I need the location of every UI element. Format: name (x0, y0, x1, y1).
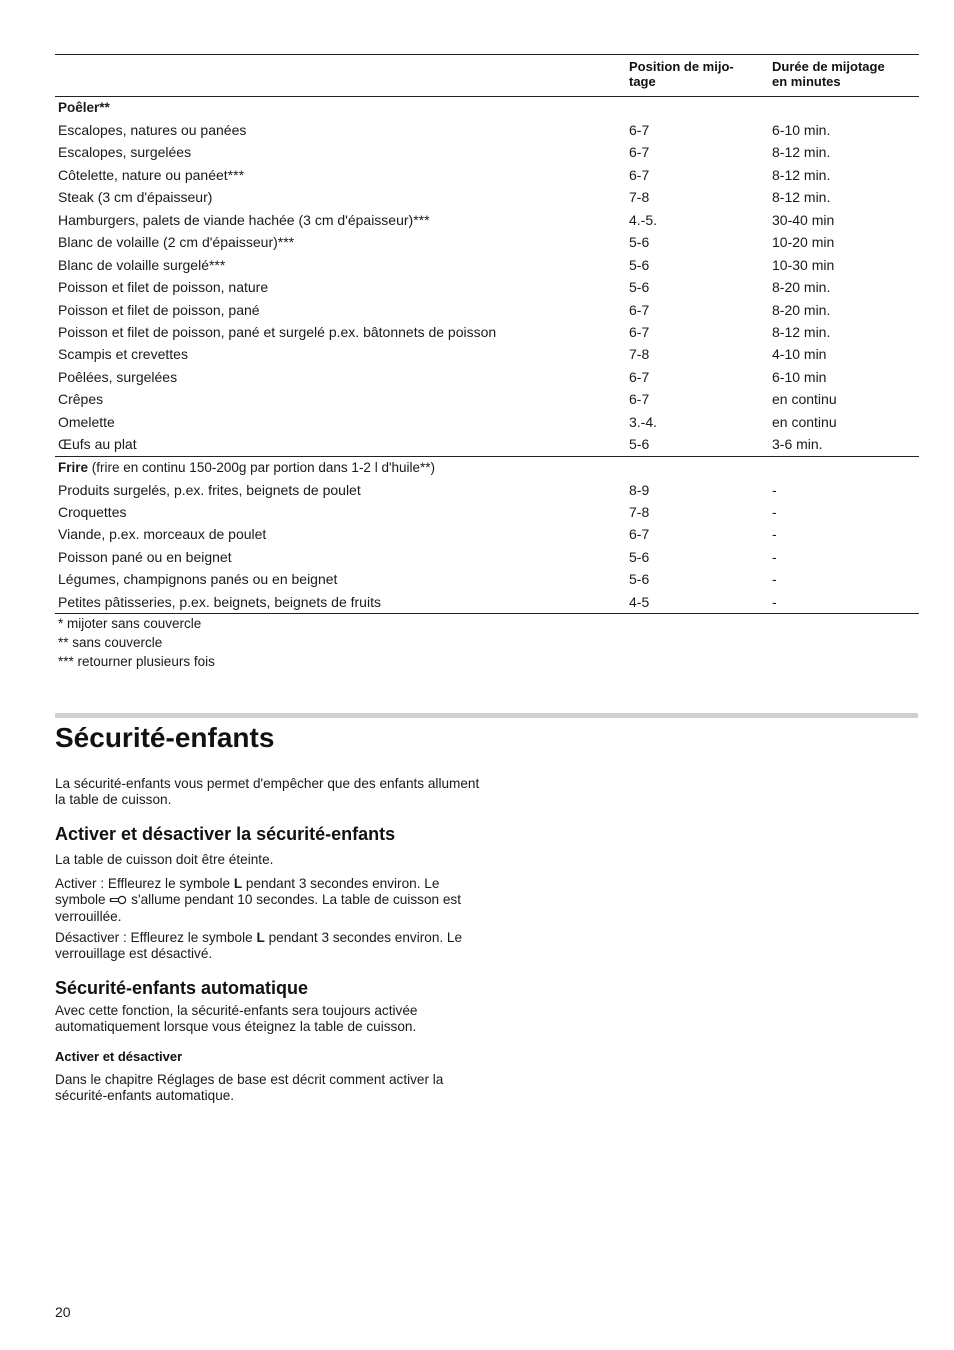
table-row (55, 299, 919, 321)
food-cell: Croquettes (58, 504, 127, 520)
subsection-title-toggle: Activer et désactiver la sécurité-enfants (55, 824, 396, 844)
paragraph-auto: Avec cette fonction, la sécurité-enfants sera toujours activée automatiquement lorsque vous éteignez la table de cuisson. (55, 1003, 418, 1034)
food-cell: Petites pâtisseries, p.ex. beignets, beignets de fruits (58, 593, 381, 610)
position-cell: 6-7 (629, 323, 650, 340)
food-cell: Hamburgers, palets de viande hachée (3 cm d'épaisseur)*** (58, 211, 430, 228)
paragraph-off: La table de cuisson doit être éteinte. (55, 852, 274, 867)
food-cell: Blanc de volaille surgelé*** (58, 256, 226, 273)
table-row (55, 254, 919, 276)
header-duration-line2: en minutes (772, 74, 841, 89)
footnotes (58, 614, 215, 671)
text: s'allume pendant 10 secondes. La table de cuisson est verrouillée. (55, 892, 462, 924)
position-cell: 6-7 (629, 391, 650, 408)
section-divider (55, 713, 918, 718)
section-title-poeler (55, 97, 919, 119)
position-cell: 7-8 (629, 346, 650, 363)
table-row (55, 231, 919, 253)
cooking-table (55, 54, 919, 614)
duration-cell: - (772, 526, 777, 543)
duration-cell: 8-12 min. (772, 144, 831, 161)
duration-cell: 8-20 min. (772, 279, 831, 296)
poeler-title: Poêler** (58, 100, 110, 115)
duration-cell: 3-6 min. (772, 436, 823, 453)
header-position-line2: tage (629, 74, 656, 89)
duration-cell: - (772, 548, 777, 565)
position-cell: 5-6 (629, 234, 650, 251)
duration-cell: - (772, 481, 777, 498)
position-cell: 4.-5. (629, 211, 658, 228)
section-title-frire (55, 456, 919, 479)
position-cell: 7-8 (629, 504, 650, 520)
position-cell: 6-7 (629, 166, 650, 183)
paragraph-activate (55, 876, 485, 925)
position-cell: 6-7 (629, 301, 650, 318)
paragraph-deactivate (55, 930, 485, 962)
subsection-title-auto: Sécurité-enfants automatique (55, 978, 309, 998)
intro-paragraph: La sécurité-enfants vous permet d'empêcher que des enfants allument la table de cuisson. (55, 776, 480, 807)
food-cell: Côtelette, nature ou panéet*** (58, 166, 245, 183)
table-row (55, 591, 919, 613)
food-cell: Crêpes (58, 391, 104, 408)
table-row (55, 186, 919, 208)
duration-cell: - (772, 571, 777, 588)
table-row (55, 501, 919, 523)
duration-cell: 6-10 min. (772, 122, 831, 138)
position-cell: 5-6 (629, 571, 650, 588)
table-row (55, 479, 919, 501)
food-cell: Produits surgelés, p.ex. frites, beignets de poulet (58, 481, 361, 498)
table-row (55, 141, 919, 163)
table-row (55, 164, 919, 186)
key-lock-icon (109, 893, 127, 909)
position-cell: 3.-4. (629, 413, 658, 430)
food-cell: Viande, p.ex. morceaux de poulet (58, 526, 267, 543)
food-cell: Blanc de volaille (2 cm d'épaisseur)*** (58, 234, 295, 251)
table-row (55, 433, 919, 455)
table-row (55, 321, 919, 343)
l-symbol: L (233, 876, 243, 891)
paragraph-settings: Dans le chapitre Réglages de base est décrit comment activer la sécurité-enfants automatique. (55, 1072, 444, 1103)
duration-cell: en continu (772, 413, 837, 430)
text: Désactiver : Effleurez le symbole (55, 930, 257, 945)
page-number: 20 (55, 1304, 71, 1320)
table-row (55, 388, 919, 410)
duration-cell: 8-12 min. (772, 189, 831, 206)
l-symbol: L (256, 930, 265, 945)
food-cell: Escalopes, natures ou panées (58, 122, 247, 138)
food-cell: Poisson pané ou en beignet (58, 548, 232, 565)
duration-cell: - (772, 504, 777, 520)
duration-cell: 8-12 min. (772, 166, 831, 183)
poeler-rows (55, 119, 919, 456)
duration-cell: 8-20 min. (772, 301, 831, 318)
duration-cell: 10-30 min (772, 256, 835, 273)
header-position (629, 59, 759, 89)
position-cell: 6-7 (629, 144, 650, 161)
table-row (55, 568, 919, 590)
text: Activer : Effleurez le symbole (55, 876, 234, 891)
position-cell: 7-8 (629, 189, 650, 206)
header-duration-line1: Durée de mijotage (772, 59, 885, 74)
position-cell: 4-5 (629, 593, 650, 610)
duration-cell: 4-10 min (772, 346, 827, 363)
position-cell: 5-6 (629, 436, 650, 453)
table-row (55, 276, 919, 298)
food-cell: Œufs au plat (58, 436, 137, 453)
position-cell: 5-6 (629, 279, 650, 296)
duration-cell: 6-10 min (772, 368, 827, 385)
position-cell: 6-7 (629, 368, 650, 385)
frire-title: Frire (58, 459, 89, 475)
position-cell: 5-6 (629, 256, 650, 273)
food-cell: Steak (3 cm d'épaisseur) (58, 189, 213, 206)
duration-cell: 30-40 min (772, 211, 835, 228)
frire-rows (55, 479, 919, 614)
food-cell: Omelette (58, 413, 115, 430)
frire-subtitle: (frire en continu 150-200g par portion dans 1-2 l d'huile**) (88, 459, 436, 475)
table-row (55, 366, 919, 388)
duration-cell: en continu (772, 391, 837, 408)
text: pendant 3 secondes environ. Le verrouillage est désactivé. (55, 930, 463, 961)
position-cell: 8-9 (629, 481, 650, 498)
subsubsection-title: Activer et désactiver (55, 1049, 183, 1064)
footnote: * mijoter sans couvercle (58, 616, 202, 631)
table-row (55, 119, 919, 141)
table-row (55, 343, 919, 365)
position-cell: 5-6 (629, 548, 650, 565)
duration-cell: 10-20 min (772, 234, 835, 251)
food-cell: Poisson et filet de poisson, pané (58, 301, 260, 318)
text: pendant 3 secondes environ. Le symbole (55, 876, 440, 907)
food-cell: Poêlées, surgelées (58, 368, 178, 385)
header-position-line1: Position de mijo- (629, 59, 734, 74)
table-header (55, 55, 919, 97)
footnote: *** retourner plusieurs fois (58, 654, 215, 669)
table-row (55, 523, 919, 545)
position-cell: 6-7 (629, 526, 650, 543)
food-cell: Poisson et filet de poisson, pané et surgelé p.ex. bâtonnets de poisson (58, 323, 497, 340)
table-row (55, 411, 919, 433)
food-cell: Escalopes, surgelées (58, 144, 192, 161)
duration-cell: - (772, 593, 777, 610)
table-row (55, 209, 919, 231)
food-cell: Légumes, champignons panés ou en beignet (58, 571, 338, 588)
header-duration (772, 59, 912, 89)
table-row (55, 546, 919, 568)
section-title: Sécurité-enfants (55, 722, 275, 753)
food-cell: Poisson et filet de poisson, nature (58, 279, 269, 296)
duration-cell: 8-12 min. (772, 323, 831, 340)
food-cell: Scampis et crevettes (58, 346, 188, 363)
footnote: ** sans couvercle (58, 635, 163, 650)
position-cell: 6-7 (629, 122, 650, 138)
